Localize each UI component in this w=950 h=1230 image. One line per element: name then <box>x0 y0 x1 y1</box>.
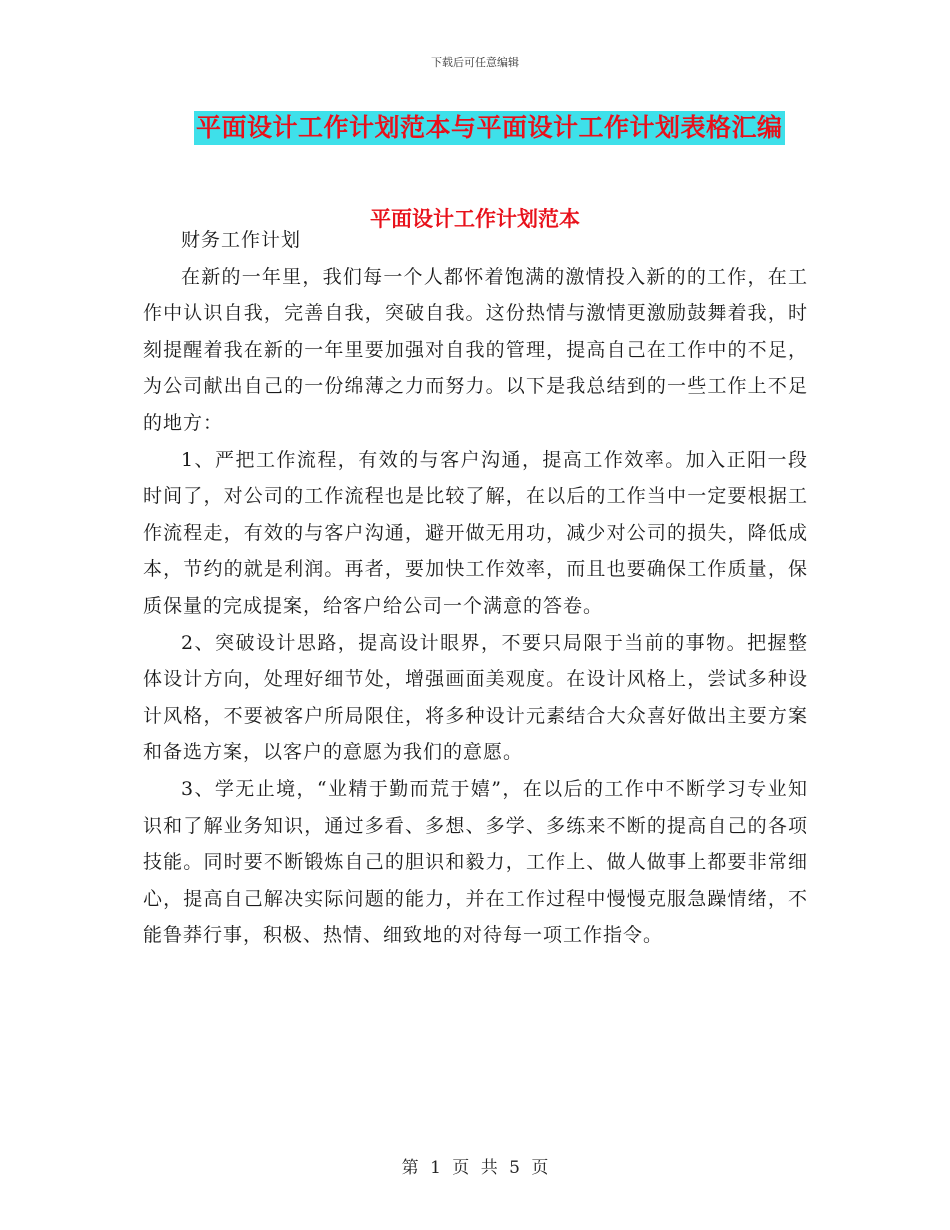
paragraph-subtitle: 财务工作计划 <box>181 229 302 251</box>
paragraph-item-2: 2、突破设计思路，提高设计眼界，不要只局限于当前的事物。把握整体设计方向，处理好细节处，增强画面美观度。在设计风格上，尝试多种设计风格，不要被客户所局限住，将多种设计元素结合大众喜好做出主要方案和备选方案，以客户的意愿为我们的意愿。 <box>143 631 808 764</box>
section-title: 平面设计工作计划范本 <box>370 207 580 231</box>
page-number: 第 1 页 共 5 页 <box>401 1158 549 1178</box>
document-main-title: 平面设计工作计划范本与平面设计工作计划表格汇编 <box>194 111 785 145</box>
page-header-note: 下载后可任意编辑 <box>431 56 519 69</box>
document-body <box>143 222 808 954</box>
paragraph-item-1: 1、严把工作流程，有效的与客户沟通，提高工作效率。加入正阳一段时间了，对公司的工作流程也是比较了解，在以后的工作当中一定要根据工作流程走，有效的与客户沟通，避开做无用功，减少对公司的损失，降低成本，节约的就是利润。再者，要加快工作效率，而且也要确保工作质量，保质保量的完成提案，给客户给公司一个满意的答卷。 <box>143 448 808 617</box>
paragraph-intro: 在新的一年里，我们每一个人都怀着饱满的激情投入新的的工作，在工作中认识自我，完善自我，突破自我。这份热情与激情更激励鼓舞着我，时刻提醒着我在新的一年里要加强对自我的管理，提高自己在工作中的不足，为公司献出自己的一份绵薄之力而努力。以下是我总结到的一些工作上不足的地方： <box>143 265 808 434</box>
paragraph-item-3: 3、学无止境，“业精于勤而荒于嬉”，在以后的工作中不断学习专业知识和了解业务知识，通过多看、多想、多学、多练来不断的提高自己的各项技能。同时要不断锻炼自己的胆识和毅力，工作上、做人做事上都要非常细心，提高自己解决实际问题的能力，并在工作过程中慢慢克服急躁情绪，不能鲁莽行事，积极、热情、细致地的对待每一项工作指令。 <box>143 777 808 947</box>
